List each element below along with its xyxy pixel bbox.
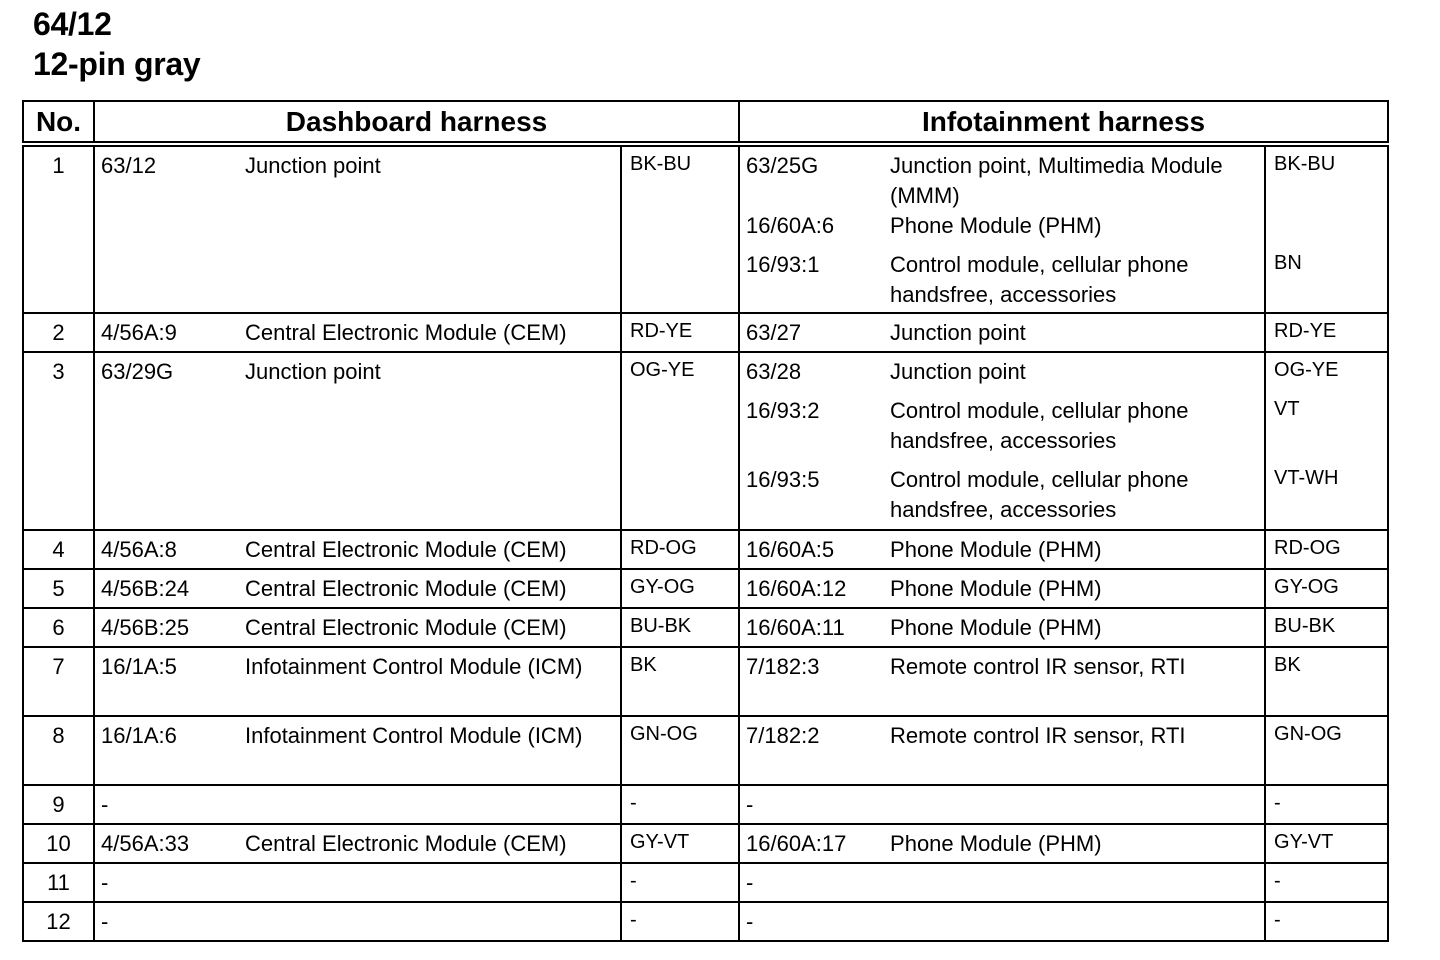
info-desc-cell (880, 352, 1265, 530)
dash-wire-color: RD-OG (621, 530, 739, 569)
dash-component-code: 4/56B:24 (101, 576, 190, 601)
info-wire-color: VT (1274, 398, 1300, 420)
dash-code-cell (94, 863, 235, 902)
dash-desc-cell (235, 824, 621, 863)
info-component-code: - (746, 909, 754, 934)
table-row (23, 785, 1388, 824)
info-component-description (890, 868, 1264, 898)
dash-wire-color: BU-BK (621, 608, 739, 647)
info-wire-color: GN-OG (1274, 723, 1342, 745)
dash-component-description: Central Electronic Module (CEM) (245, 831, 567, 856)
info-component-code: 7/182:2 (746, 723, 820, 748)
info-desc-cell (880, 608, 1265, 647)
dash-desc-cell (235, 716, 621, 785)
info-desc-cell (880, 824, 1265, 863)
dash-desc-cell (235, 313, 621, 352)
info-component-description: Phone Module (PHM) (890, 213, 1102, 238)
dash-code-cell (94, 608, 235, 647)
pin-number: 5 (23, 569, 94, 608)
pin-number: 1 (23, 144, 94, 313)
info-desc-cell (880, 716, 1265, 785)
info-wire-color: VT-WH (1274, 467, 1339, 489)
info-component-description: Control module, cellular phone handsfree, accessories (890, 252, 1189, 307)
info-wire-color: RD-OG (1274, 537, 1341, 559)
header-no: No. (23, 101, 94, 144)
pin-number: 4 (23, 530, 94, 569)
table-row (23, 313, 1388, 352)
info-wire-color: GY-OG (1274, 576, 1339, 598)
info-code-cell (739, 313, 880, 352)
info-component-description: Remote control IR sensor, RTI (890, 723, 1186, 748)
info-component-description: Phone Module (PHM) (890, 615, 1102, 640)
info-wire-color: GY-VT (1274, 831, 1334, 853)
info-wire-color-cell (1265, 569, 1388, 608)
info-code-cell (739, 647, 880, 716)
info-wire-color (1274, 209, 1387, 239)
dash-component-description: Junction point (245, 359, 381, 384)
table-row (23, 352, 1388, 530)
info-wire-color: - (1274, 792, 1281, 814)
dash-component-description: Central Electronic Module (CEM) (245, 320, 567, 345)
info-desc-cell (880, 569, 1265, 608)
table-row (23, 569, 1388, 608)
pinout-table (22, 100, 1389, 942)
pin-number: 9 (23, 785, 94, 824)
info-desc-cell (880, 785, 1265, 824)
info-wire-color: BK-BU (1274, 153, 1336, 175)
info-wire-color-cell (1265, 902, 1388, 941)
dash-desc-cell (235, 647, 621, 716)
info-wire-color: BU-BK (1274, 615, 1336, 637)
dash-component-description: Central Electronic Module (CEM) (245, 615, 567, 640)
info-component-code: 63/28 (746, 359, 802, 384)
info-wire-color-cell (1265, 352, 1388, 530)
info-component-code: 63/25G (746, 153, 819, 178)
dash-wire-color: GY-VT (621, 824, 739, 863)
pin-number: 7 (23, 647, 94, 716)
info-component-code: 16/60A:5 (746, 537, 835, 562)
dash-wire-color: - (621, 902, 739, 941)
table-row (23, 647, 1388, 716)
dash-code-cell (94, 530, 235, 569)
table-row (23, 863, 1388, 902)
info-component-code: 16/60A:17 (746, 831, 847, 856)
dash-component-code: 4/56A:8 (101, 537, 177, 562)
dash-code-cell (94, 716, 235, 785)
table-body (23, 144, 1388, 941)
info-wire-color: - (1274, 870, 1281, 892)
dash-desc-cell (235, 608, 621, 647)
dash-desc-cell (235, 785, 621, 824)
table-row (23, 824, 1388, 863)
dash-component-code: - (101, 870, 109, 895)
pin-number: 3 (23, 352, 94, 530)
dash-wire-color: BK-BU (621, 144, 739, 313)
info-component-description: Phone Module (PHM) (890, 576, 1102, 601)
info-component-code: 63/27 (746, 320, 802, 345)
table-row (23, 144, 1388, 313)
dash-component-description: Infotainment Control Module (ICM) (245, 723, 583, 748)
info-component-code: 16/93:1 (746, 252, 820, 277)
info-wire-color-cell (1265, 144, 1388, 313)
info-desc-cell (880, 902, 1265, 941)
dash-wire-color: GN-OG (621, 716, 739, 785)
dash-component-code: 63/29G (101, 359, 174, 384)
info-code-cell (739, 144, 880, 313)
dash-code-cell (94, 902, 235, 941)
dash-component-code: 16/1A:5 (101, 654, 177, 679)
connector-id: 64/12 (33, 6, 112, 42)
info-component-code: 16/60A:11 (746, 615, 845, 640)
table-row (23, 608, 1388, 647)
info-code-cell (739, 902, 880, 941)
pin-number: 10 (23, 824, 94, 863)
dash-component-description: Central Electronic Module (CEM) (245, 537, 567, 562)
dash-desc-cell (235, 902, 621, 941)
info-component-code: 16/60A:12 (746, 576, 847, 601)
pin-number: 8 (23, 716, 94, 785)
table-row (23, 716, 1388, 785)
dash-code-cell (94, 313, 235, 352)
info-wire-color-cell (1265, 608, 1388, 647)
dash-desc-cell (235, 569, 621, 608)
dash-code-cell (94, 824, 235, 863)
table-header-row (23, 101, 1388, 144)
info-wire-color-cell (1265, 863, 1388, 902)
info-wire-color-cell (1265, 824, 1388, 863)
info-code-cell (739, 824, 880, 863)
info-desc-cell (880, 144, 1265, 313)
info-component-code: 16/93:5 (746, 467, 820, 492)
dash-code-cell (94, 647, 235, 716)
info-component-description (890, 790, 1264, 820)
dash-code-cell (94, 785, 235, 824)
info-wire-color: BN (1274, 252, 1302, 274)
info-wire-color-cell (1265, 785, 1388, 824)
info-component-code: 16/60A:6 (746, 213, 835, 238)
info-wire-color: RD-YE (1274, 320, 1337, 342)
dash-component-code: - (101, 909, 109, 934)
info-wire-color-cell (1265, 647, 1388, 716)
info-wire-color-cell (1265, 530, 1388, 569)
header-infotainment-harness: Infotainment harness (739, 101, 1388, 144)
dash-code-cell (94, 569, 235, 608)
info-code-cell (739, 785, 880, 824)
dash-component-code: 4/56B:25 (101, 615, 190, 640)
info-component-code: - (746, 792, 754, 817)
dash-component-code: 4/56A:9 (101, 320, 177, 345)
dash-component-code: 4/56A:33 (101, 831, 190, 856)
header-dashboard-harness: Dashboard harness (94, 101, 739, 144)
info-component-code: 16/93:2 (746, 398, 820, 423)
info-wire-color: BK (1274, 654, 1301, 676)
info-component-description: Junction point (890, 320, 1026, 345)
dash-desc-cell (235, 144, 621, 313)
info-desc-cell (880, 863, 1265, 902)
info-component-description: Junction point (890, 359, 1026, 384)
dash-wire-color: OG-YE (621, 352, 739, 530)
dash-component-description: Junction point (245, 153, 381, 178)
dash-wire-color: GY-OG (621, 569, 739, 608)
dash-code-cell (94, 352, 235, 530)
dash-wire-color: - (621, 785, 739, 824)
pin-number: 11 (23, 863, 94, 902)
dash-wire-color: BK (621, 647, 739, 716)
dash-component-code: - (101, 792, 109, 817)
dash-component-code: 63/12 (101, 153, 157, 178)
info-component-description: Junction point, Multimedia Module (MMM) (890, 153, 1223, 208)
info-wire-color-cell (1265, 716, 1388, 785)
dash-component-description: Central Electronic Module (CEM) (245, 576, 567, 601)
info-component-code: - (746, 870, 754, 895)
connector-description: 12-pin gray (33, 46, 201, 82)
info-desc-cell (880, 647, 1265, 716)
dash-component-description: Infotainment Control Module (ICM) (245, 654, 583, 679)
info-code-cell (739, 352, 880, 530)
dash-component-code: 16/1A:6 (101, 723, 177, 748)
pin-number: 12 (23, 902, 94, 941)
info-component-description: Control module, cellular phone handsfree, accessories (890, 467, 1189, 522)
dash-desc-cell (235, 530, 621, 569)
dash-desc-cell (235, 352, 621, 530)
info-wire-color: OG-YE (1274, 359, 1339, 381)
title-block (33, 4, 200, 84)
dash-desc-cell (235, 863, 621, 902)
info-desc-cell (880, 530, 1265, 569)
info-code-cell (739, 530, 880, 569)
info-desc-cell (880, 313, 1265, 352)
info-code-cell (739, 569, 880, 608)
dash-wire-color: - (621, 863, 739, 902)
table-row (23, 902, 1388, 941)
dash-wire-color: RD-YE (621, 313, 739, 352)
info-component-description: Phone Module (PHM) (890, 831, 1102, 856)
pin-number: 2 (23, 313, 94, 352)
info-component-description: Phone Module (PHM) (890, 537, 1102, 562)
pin-number: 6 (23, 608, 94, 647)
info-code-cell (739, 608, 880, 647)
info-component-description: Control module, cellular phone handsfree, accessories (890, 398, 1189, 453)
table-row (23, 530, 1388, 569)
info-code-cell (739, 716, 880, 785)
info-component-code: 7/182:3 (746, 654, 820, 679)
info-component-description (890, 907, 1264, 937)
info-wire-color-cell (1265, 313, 1388, 352)
info-component-description: Remote control IR sensor, RTI (890, 654, 1186, 679)
info-wire-color: - (1274, 909, 1281, 931)
dash-code-cell (94, 144, 235, 313)
info-code-cell (739, 863, 880, 902)
